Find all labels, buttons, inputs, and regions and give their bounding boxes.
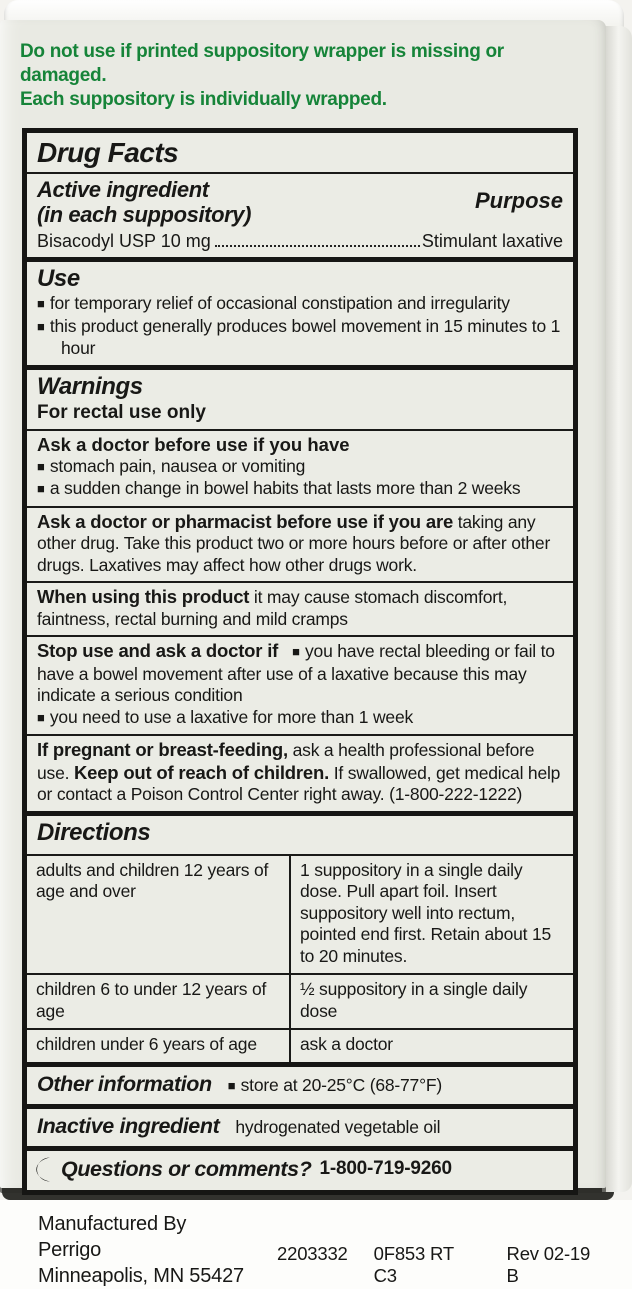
ingredient-name: Bisacodyl USP 10 mg xyxy=(37,231,211,251)
wrapper-warning-notice xyxy=(0,20,606,120)
square-bullet-icon: ■ xyxy=(37,709,45,725)
ask-pharmacist-block xyxy=(27,508,573,582)
directions-table xyxy=(27,856,573,1062)
when-using-block xyxy=(27,583,573,635)
drug-facts-title: Drug Facts xyxy=(37,137,179,168)
other-information-text xyxy=(228,1075,442,1096)
warnings-heading: Warnings xyxy=(37,372,143,400)
when-using-text: it may cause stomach discomfort, faintness, rectal burning and mild cramps xyxy=(37,587,508,629)
stop-use-lead: Stop use and ask a doctor if xyxy=(37,640,279,661)
use-bullet-1-text: for temporary relief of occasional constipation and irregularity xyxy=(49,293,510,313)
lot-code-2: 0F853 RT C3 xyxy=(373,1242,454,1286)
use-section xyxy=(27,262,573,365)
ask-doctor-lead: Ask a doctor before use if you have xyxy=(37,433,350,455)
pregnancy-keepout-block xyxy=(27,736,573,811)
other-information-heading: Other information xyxy=(37,1071,212,1096)
inactive-ingredient-text: hydrogenated vegetable oil xyxy=(235,1116,441,1137)
square-bullet-icon: ■ xyxy=(227,1077,236,1093)
purpose-value: Stimulant laxative xyxy=(421,231,563,251)
drug-facts-box xyxy=(22,128,578,1195)
use-bullet-2-text: this product generally produces bowel movement in 15 minutes to 1 hour xyxy=(49,315,561,358)
dotted-leader xyxy=(215,245,420,247)
pregnant-lead: If pregnant or breast-feeding, xyxy=(37,739,288,760)
stop-use-bullet-2 xyxy=(37,707,563,730)
directions-row1-who: adults and children 12 years of age and over xyxy=(36,859,269,901)
manufacturer-line-2: Minneapolis, MN 55427 xyxy=(38,1264,244,1287)
square-bullet-icon: ■ xyxy=(37,296,45,311)
stop-use-paragraph xyxy=(37,640,563,707)
active-ingredient-heading-line1: Active ingredient xyxy=(37,177,209,202)
notice-line-1: Do not use if printed suppository wrapper is missing or damaged. xyxy=(20,41,504,86)
lot-codes xyxy=(277,1243,606,1289)
questions-heading: Questions or comments? xyxy=(61,1156,312,1181)
ask-pharmacist-text: taking any other drug. Take this product two or more hours before or after other drugs. Laxatives may affect how other drugs work. xyxy=(37,511,551,575)
use-bullet-2 xyxy=(37,316,563,360)
directions-row2-who: children 6 to under 12 years of age xyxy=(36,979,267,1021)
ask-doctor-bullet-1 xyxy=(37,456,563,479)
package-right-edge xyxy=(602,26,632,1192)
phone-icon xyxy=(37,1156,51,1183)
directions-row2-dose: ½ suppository in a single daily dose xyxy=(300,979,528,1021)
other-information-row xyxy=(27,1067,573,1104)
warnings-heading-block xyxy=(27,370,573,429)
ask-doctor-bullet-1-text: stomach pain, nausea or vomiting xyxy=(49,455,306,476)
lot-code-1: 2203332 xyxy=(277,1242,348,1264)
when-using-lead: When using this product xyxy=(37,586,250,607)
ask-doctor-bullet-2-text: a sudden change in bowel habits that lasts more than 2 weeks xyxy=(49,478,521,498)
ask-doctor-bullet-2 xyxy=(37,478,563,501)
keep-out-text: If swallowed, get medical help or contact a Poison Control Center right away. (1-800-222-1222) xyxy=(37,762,561,804)
stop-use-bullet-1-text: you have rectal bleeding or fail to have a bowel movement after use of a laxative because this may indicate a serious condition xyxy=(37,641,555,705)
active-ingredient-section xyxy=(27,174,573,257)
questions-row xyxy=(27,1151,573,1190)
stop-use-block xyxy=(27,637,573,734)
questions-phone-number: 1-800-719-9260 xyxy=(319,1158,452,1179)
ask-pharmacist-lead: Ask a doctor or pharmacist before use if you are xyxy=(37,510,454,532)
directions-row3-who: children under 6 years of age xyxy=(36,1034,257,1054)
directions-row3-dose: ask a doctor xyxy=(300,1034,393,1054)
inactive-ingredient-row xyxy=(27,1109,573,1146)
use-heading: Use xyxy=(37,265,80,292)
package-back-panel xyxy=(0,20,606,1287)
square-bullet-icon: ■ xyxy=(37,481,45,496)
square-bullet-icon: ■ xyxy=(37,458,45,474)
pregnant-text: ask a health professional before use. xyxy=(37,740,535,783)
ingredient-row xyxy=(37,231,563,252)
stop-use-bullet-2-text: you need to use a laxative for more than 1 week xyxy=(49,706,414,727)
keep-out-lead: Keep out of reach of children. xyxy=(73,761,330,783)
directions-heading: Directions xyxy=(37,818,151,846)
rectal-use-subheading: For rectal use only xyxy=(37,401,206,423)
purpose-label: Purpose xyxy=(474,188,563,213)
lot-code-3: Rev 02-19 B xyxy=(506,1242,591,1286)
ask-doctor-block xyxy=(27,431,573,506)
storage-text: store at 20-25°C (68-77°F) xyxy=(240,1074,443,1095)
square-bullet-icon: ■ xyxy=(292,644,300,659)
active-ingredient-heading-line2: (in each suppository) xyxy=(37,202,252,227)
directions-row1-dose: 1 suppository in a single daily dose. Pull apart foil. Insert suppository well into rectum, pointed end first. Retain about 15 to 20 minutes. xyxy=(300,859,552,966)
manufacturer-address xyxy=(38,1211,253,1289)
inactive-ingredient-heading: Inactive ingredient xyxy=(37,1113,220,1138)
use-bullet-1 xyxy=(37,293,563,316)
directions-section xyxy=(27,816,573,1062)
manufacturer-footer xyxy=(38,1211,606,1289)
manufacturer-line-1: Manufactured By Perrigo xyxy=(38,1212,187,1261)
notice-line-2: Each suppository is individually wrapped. xyxy=(20,89,387,110)
square-bullet-icon: ■ xyxy=(37,318,45,334)
